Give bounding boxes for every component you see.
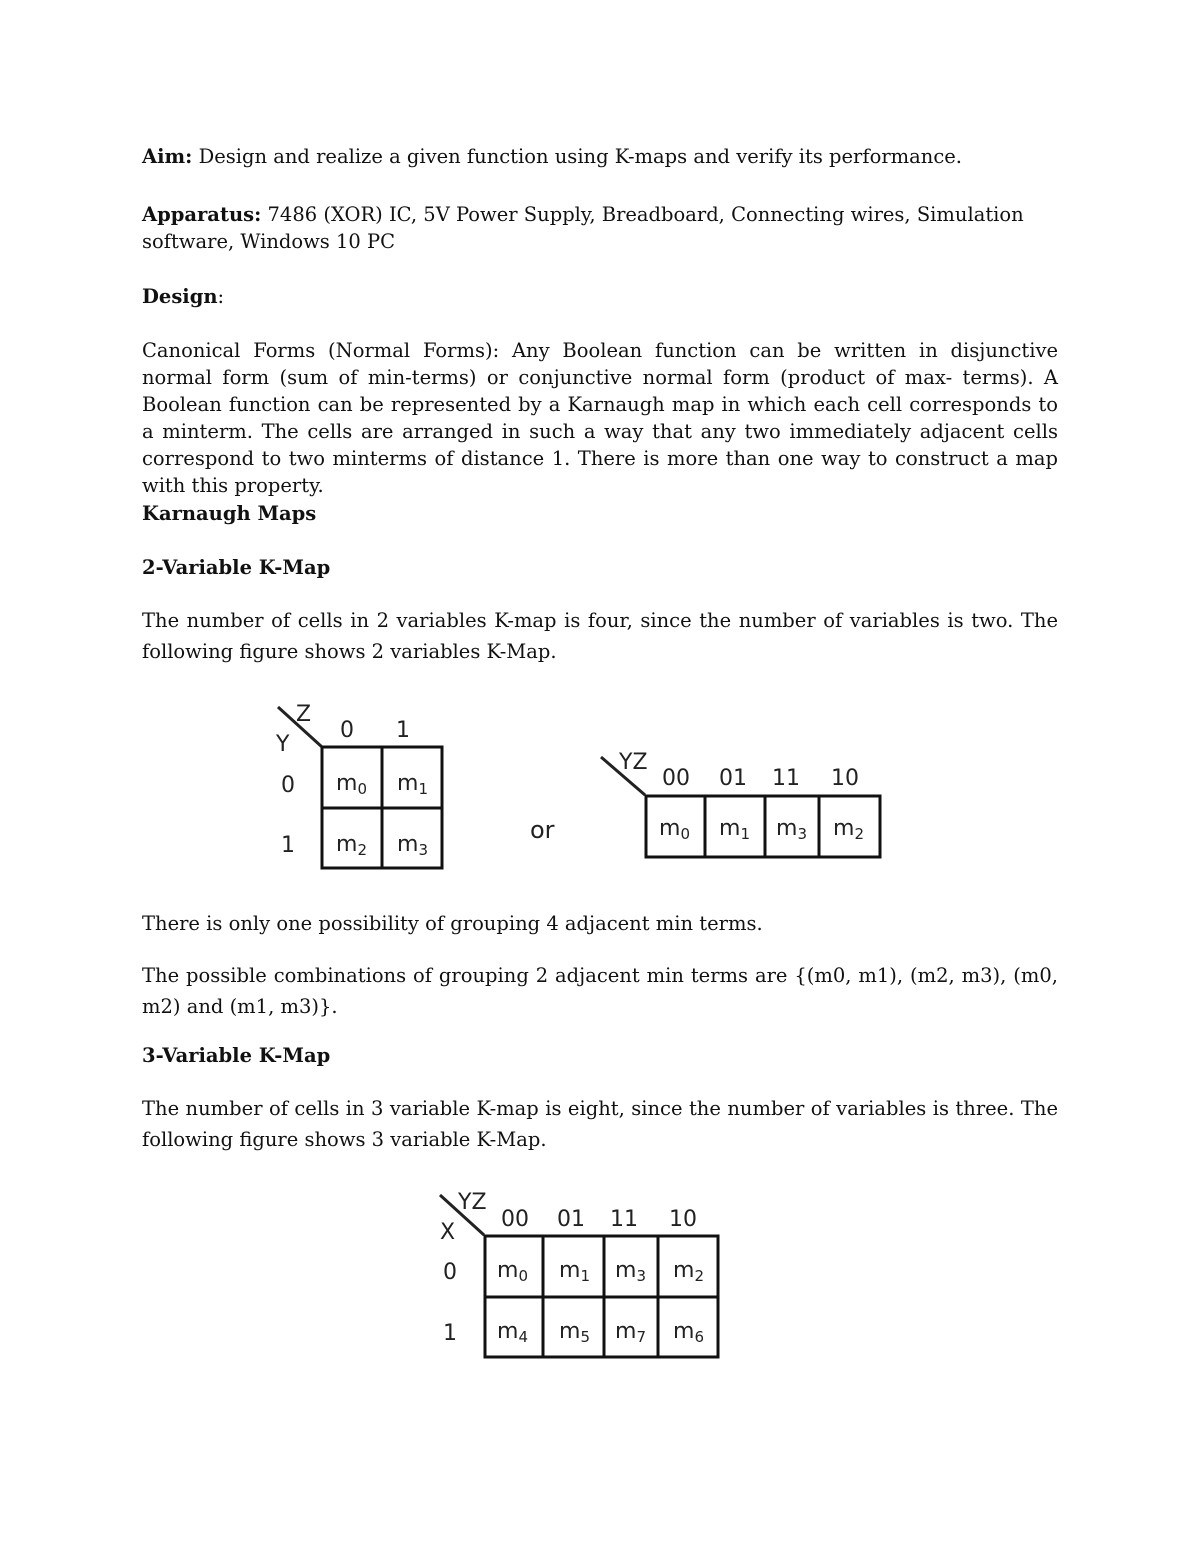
col-label-0: 0 — [340, 718, 354, 743]
row-label-0: 0 — [281, 773, 295, 798]
col-label-10: 10 — [669, 1207, 697, 1232]
design-line — [142, 283, 1058, 310]
kmap-cell: m6 — [673, 1319, 704, 1346]
kmap-cell: m7 — [615, 1319, 646, 1346]
kmap-cell: m1 — [559, 1258, 590, 1285]
kmap-cell: m4 — [497, 1319, 528, 1346]
col-label-01: 01 — [557, 1207, 585, 1232]
row-var-label: X — [440, 1220, 456, 1245]
design-suffix: : — [217, 285, 225, 308]
aim-text: Design and realize a given function using K-maps and verify its performance. — [192, 145, 962, 168]
col-label-10: 10 — [831, 766, 859, 791]
kmap-cell: m3 — [615, 1258, 646, 1285]
col-label-1: 1 — [396, 718, 410, 743]
two-var-heading: 2-Variable K-Map — [142, 556, 331, 579]
kmap-cell: m1 — [719, 816, 750, 843]
row-label-0: 0 — [443, 1260, 457, 1285]
kmap-cell: m2 — [833, 816, 864, 843]
or-word: or — [530, 816, 555, 844]
design-label: Design — [142, 285, 218, 308]
kmap-cell: m0 — [659, 816, 690, 843]
three-var-paragraph: The number of cells in 3 variable K-map is eight, since the number of variables is three. The following figure shows 3 variable K-Map. — [142, 1097, 1058, 1151]
col-label-11: 11 — [772, 766, 800, 791]
aim-label: Aim: — [142, 145, 193, 168]
three-var-kmap — [432, 1183, 732, 1367]
three-var-heading: 3-Variable K-Map — [142, 1044, 331, 1067]
grouping-2-paragraph: The possible combinations of grouping 2 adjacent min terms are {(m0, m1), (m2, m3), (m0, m2) and (m1, m3)}. — [142, 964, 1058, 1018]
two-var-paragraph: The number of cells in 2 variables K-map is four, since the number of variables is two. The following figure shows 2 variables K-Map. — [142, 609, 1058, 663]
two-var-row-kmap — [595, 745, 895, 869]
apparatus-line — [142, 201, 1058, 255]
kmap-cell: m3 — [776, 816, 807, 843]
kmap-cell: m2 — [673, 1258, 704, 1285]
aim-line — [142, 143, 1058, 170]
col-var-label: Z — [296, 702, 312, 727]
kmap-cell: m2 — [336, 832, 367, 859]
two-var-square-kmap — [270, 695, 460, 884]
col-label-00: 00 — [501, 1207, 529, 1232]
col-label-11: 11 — [610, 1207, 638, 1232]
row-label-1: 1 — [443, 1321, 457, 1346]
row-var-label: Y — [276, 732, 290, 757]
apparatus-label: Apparatus: — [142, 203, 262, 226]
grouping-4-line: There is only one possibility of grouping 4 adjacent min terms. — [142, 912, 763, 935]
kmap-cell: m0 — [336, 771, 367, 798]
row-map-var-label: YZ — [619, 750, 648, 775]
kmap-cell: m0 — [497, 1258, 528, 1285]
canonical-paragraph: Canonical Forms (Normal Forms): Any Boolean function can be written in disjunctive normal form (sum of min-terms) or conjunctive normal form (product of max- terms). A Boolean function can be represented by a Karnaugh map in which each cell corresponds to a minterm. The cells are arranged in such a way that any two immediately adjacent cells correspond to two minterms of distance 1. There is more than one way to construct a map with this property. — [142, 339, 1058, 497]
col-label-01: 01 — [719, 766, 747, 791]
kmap-cell: m3 — [397, 832, 428, 859]
kmap-cell: m5 — [559, 1319, 590, 1346]
col-label-00: 00 — [662, 766, 690, 791]
karnaugh-heading: Karnaugh Maps — [142, 502, 317, 525]
apparatus-text: 7486 (XOR) IC, 5V Power Supply, Breadboard, Connecting wires, Simulation software, Windows 10 PC — [142, 203, 1024, 253]
col-var-label: YZ — [458, 1190, 487, 1215]
kmap-cell: m1 — [397, 771, 428, 798]
row-label-1: 1 — [281, 833, 295, 858]
